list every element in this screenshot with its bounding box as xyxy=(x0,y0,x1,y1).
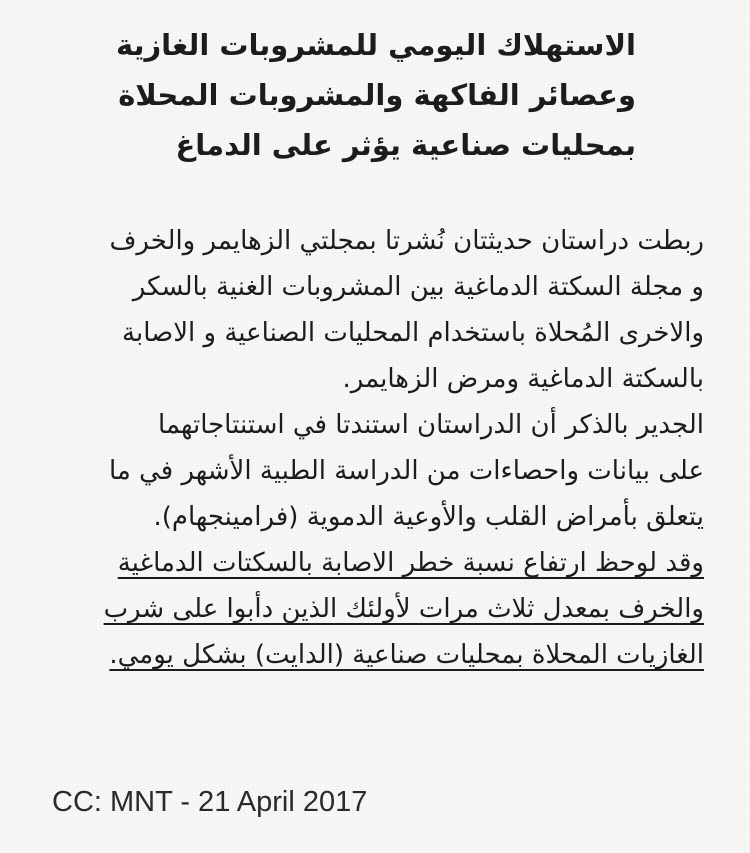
title-line-1: الاستهلاك اليومي للمشروبات الغازية xyxy=(116,28,636,62)
body-line: و مجلة السكتة الدماغية بين المشروبات الغنية بالسكر xyxy=(132,272,704,302)
body-line: يتعلق بأمراض القلب والأوعية الدموية (فرامينجهام). xyxy=(153,502,704,532)
highlighted-line: الغازيات المحلاة بمحليات صناعية (الدايت) بشكل يومي. xyxy=(109,640,704,670)
article-title xyxy=(116,20,636,170)
body-line: والاخرى المُحلاة باستخدام المحليات الصناعية و الاصابة xyxy=(122,318,704,348)
body-line: بالسكتة الدماغية ومرض الزهايمر. xyxy=(342,364,704,394)
source-credit: CC: MNT - 21 April 2017 xyxy=(52,786,368,818)
body-line: ربطت دراستان حديثتان نُشرتا بمجلتي الزهايمر والخرف xyxy=(109,226,704,256)
body-line: الجدير بالذكر أن الدراستان استندتا في استنتاجاتهما xyxy=(158,410,704,440)
title-line-3: بمحليات صناعية يؤثر على الدماغ xyxy=(175,128,636,162)
highlighted-line: والخرف بمعدل ثلاث مرات لأولئك الذين دأبوا على شرب xyxy=(103,594,704,624)
highlighted-line: وقد لوحظ ارتفاع نسبة خطر الاصابة بالسكتات الدماغية xyxy=(117,548,704,578)
article-body xyxy=(34,218,704,678)
body-line: على بيانات واحصاءات من الدراسة الطبية الأشهر في ما xyxy=(108,456,704,486)
title-line-2: وعصائر الفاكهة والمشروبات المحلاة xyxy=(118,78,636,112)
